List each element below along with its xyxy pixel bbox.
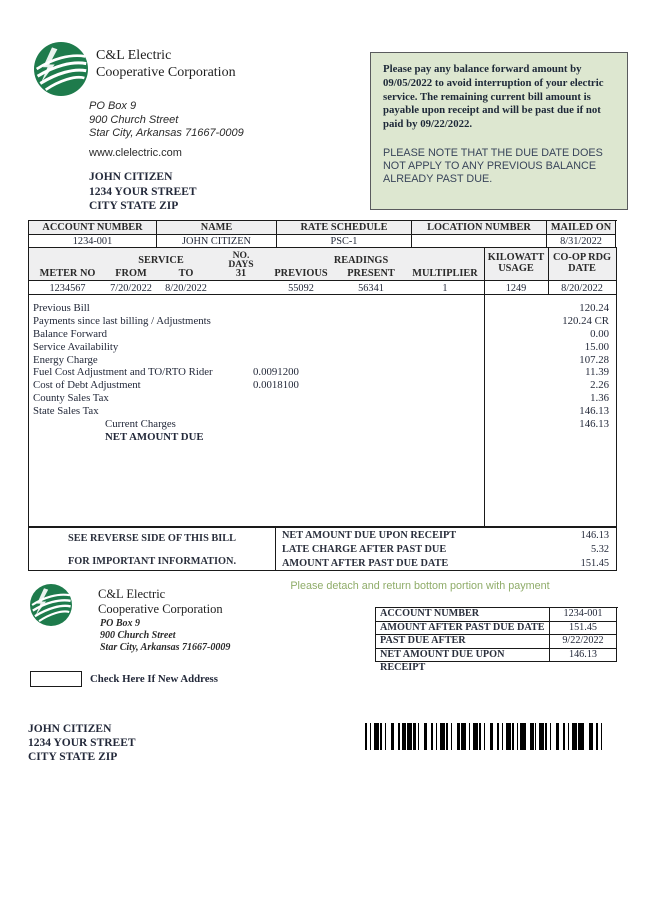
- company-name: [96, 47, 236, 81]
- company-address-line1: PO Box 9: [89, 100, 137, 112]
- stub-company-name-line1: C&L Electric: [98, 587, 166, 601]
- name-value: JOHN CITIZEN: [157, 235, 277, 249]
- charge-rate: [253, 354, 383, 367]
- charge-amount: 2.26: [590, 379, 609, 392]
- stub-summary-table: [375, 607, 618, 673]
- charge-label: Balance Forward: [33, 327, 108, 340]
- summary-amounts: [276, 529, 616, 570]
- stub-account-number-value: 1234-001: [550, 608, 617, 622]
- charge-rate: [253, 302, 383, 315]
- stub-net-amount-due-label: NET AMOUNT DUE UPON RECEIPT: [376, 649, 550, 663]
- company-name-line2: Cooperative Corporation: [96, 65, 236, 80]
- charge-amount: 120.24: [579, 302, 609, 314]
- stub-customer-street: 1234 YOUR STREET: [28, 737, 136, 749]
- charge-label: Payments since last billing / Adjustments: [33, 314, 211, 327]
- present-header: PRESENT: [347, 268, 395, 279]
- company-logo-icon: [34, 42, 88, 96]
- service-readings-table: [28, 247, 617, 295]
- charge-row: [29, 366, 616, 379]
- name-header: NAME: [157, 221, 277, 235]
- notice-paragraph-1: Please pay any balance forward amount by 09/05/2022 to avoid interruption of your electric service. The remaining current bill amount is payable upon receipt and will be past due if not paid by 09/22/2022.: [383, 63, 604, 131]
- company-name-line1: C&L Electric: [96, 48, 172, 63]
- readings-group-header: READINGS: [333, 255, 389, 266]
- charge-amount: 11.39: [585, 366, 609, 379]
- reverse-side-note-line1: SEE REVERSE SIDE OF THIS BILL: [68, 533, 236, 544]
- stub-address-line1: PO Box 9: [100, 618, 140, 629]
- payment-barcode: [365, 723, 602, 750]
- charge-amount: [383, 431, 616, 444]
- charge-label: Energy Charge: [33, 353, 98, 366]
- summary-box: [28, 527, 617, 571]
- charge-row: [29, 328, 616, 341]
- stub-company-address: [100, 618, 230, 654]
- charge-row: [29, 341, 616, 354]
- current-charges-row: [29, 418, 616, 431]
- net-amount-due-row: [29, 431, 616, 444]
- previous-header: PREVIOUS: [274, 268, 328, 279]
- kilowatt-usage-header-line1: KILOWATT: [487, 252, 545, 263]
- account-table: [28, 220, 617, 249]
- stub-amount-after-past-due-label: AMOUNT AFTER PAST DUE DATE: [376, 622, 550, 636]
- stub-account-number-label: ACCOUNT NUMBER: [376, 608, 550, 622]
- location-number-header: LOCATION NUMBER: [412, 221, 547, 235]
- previous-value: 55092: [288, 283, 314, 294]
- to-header: TO: [178, 268, 194, 279]
- multiplier-header: MULTIPLIER: [412, 268, 478, 279]
- from-header: FROM: [115, 268, 147, 279]
- detach-instruction: Please detach and return bottom portion with payment: [290, 580, 550, 592]
- charge-label: Cost of Debt Adjustment: [33, 379, 141, 392]
- payment-notice-box: [370, 52, 628, 210]
- charge-amount: 107.28: [579, 353, 609, 366]
- charge-rate: [253, 315, 383, 328]
- summary-amount: 151.45: [580, 557, 609, 569]
- charge-rate: [253, 392, 383, 405]
- stub-address-line3: Star City, Arkansas 71667-0009: [100, 642, 231, 653]
- charge-label: Current Charges: [105, 418, 176, 431]
- customer-street: 1234 YOUR STREET: [89, 185, 197, 198]
- kilowatt-usage-header-line2: USAGE: [498, 263, 534, 274]
- charge-rate: 0.0018100: [253, 379, 299, 392]
- coop-rdg-date-value: 8/20/2022: [561, 283, 603, 294]
- company-website: www.clelectric.com: [89, 147, 182, 159]
- charge-row: [29, 379, 616, 392]
- mailed-on-value: 8/31/2022: [547, 235, 616, 249]
- charge-label: State Sales Tax: [33, 405, 99, 418]
- summary-label: LATE CHARGE AFTER PAST DUE: [282, 543, 447, 555]
- new-address-checkbox[interactable]: [30, 671, 82, 687]
- charge-amount: 15.00: [584, 340, 609, 353]
- service-group-header: SERVICE: [138, 255, 184, 266]
- coop-rdg-date-header-line2: DATE: [568, 263, 596, 274]
- stub-company-name: [98, 587, 223, 617]
- charge-row: [29, 315, 616, 328]
- stub-company-name-line2: Cooperative Corporation: [98, 602, 223, 616]
- charge-label: Previous Bill: [33, 302, 90, 314]
- mailed-on-header: MAILED ON: [547, 221, 616, 235]
- to-value: 8/20/2022: [165, 283, 207, 294]
- stub-address-line2: 900 Church Street: [100, 630, 176, 641]
- charge-rate: [253, 431, 383, 444]
- account-number-header: ACCOUNT NUMBER: [29, 221, 157, 235]
- charge-row: [29, 405, 616, 418]
- stub-past-due-after-label: PAST DUE AFTER: [376, 635, 550, 649]
- from-value: 7/20/2022: [110, 283, 152, 294]
- reverse-side-note-line2: FOR IMPORTANT INFORMATION.: [67, 556, 237, 567]
- charges-box: [28, 295, 617, 527]
- charge-label: County Sales Tax: [33, 392, 109, 405]
- customer-address-top: [89, 170, 197, 214]
- stub-net-amount-due-value: 146.13: [550, 649, 617, 663]
- charge-rate: [253, 405, 383, 418]
- charge-row: [29, 302, 616, 315]
- charge-amount: 1.36: [590, 392, 609, 405]
- stub-past-due-after-value: 9/22/2022: [550, 635, 617, 649]
- summary-amount: 146.13: [580, 530, 609, 541]
- company-logo-icon-stub: [30, 584, 72, 626]
- summary-label: AMOUNT AFTER PAST DUE DATE: [282, 557, 449, 569]
- stub-customer-name: JOHN CITIZEN: [28, 723, 112, 735]
- no-days-header-line1: NO.: [232, 250, 250, 261]
- rate-schedule-value: PSC-1: [277, 235, 412, 249]
- company-address-line3: Star City, Arkansas 71667-0009: [89, 127, 244, 139]
- customer-name: JOHN CITIZEN: [89, 171, 173, 183]
- charge-amount: 0.00: [590, 327, 609, 340]
- charge-amount: 146.13: [579, 418, 609, 431]
- charge-rate: 0.0091200: [253, 366, 299, 379]
- summary-row: [276, 557, 616, 571]
- rate-schedule-header: RATE SCHEDULE: [277, 221, 412, 235]
- summary-row: [276, 543, 616, 557]
- charges-list: [29, 302, 616, 444]
- no-days-value: 31: [235, 268, 247, 279]
- kilowatt-usage-value: 1249: [505, 283, 527, 294]
- no-days-header-line2: DAYS: [228, 259, 254, 270]
- charge-row: [29, 354, 616, 367]
- reverse-side-note: [29, 528, 275, 570]
- charge-label: Service Availability: [33, 340, 119, 353]
- charge-rate: [253, 341, 383, 354]
- present-value: 56341: [358, 283, 384, 294]
- charge-amount: 120.24 CR: [562, 314, 609, 327]
- new-address-checkbox-label: Check Here If New Address: [90, 673, 218, 685]
- multiplier-value: 1: [442, 283, 448, 294]
- stub-amount-after-past-due-value: 151.45: [550, 622, 617, 636]
- company-address-line2: 900 Church Street: [89, 113, 179, 126]
- charge-amount: 146.13: [579, 405, 609, 418]
- meter-no-value: 1234567: [49, 283, 86, 294]
- charge-label: Fuel Cost Adjustment and TO/RTO Rider: [33, 366, 213, 379]
- charge-rate: [253, 418, 383, 431]
- customer-address-stub: [28, 722, 136, 764]
- company-address: [89, 100, 244, 141]
- summary-label: NET AMOUNT DUE UPON RECEIPT: [282, 530, 457, 541]
- meter-no-header: METER NO: [39, 268, 96, 279]
- customer-city: CITY STATE ZIP: [89, 200, 179, 212]
- summary-row: [276, 529, 616, 543]
- charge-label: NET AMOUNT DUE: [105, 430, 204, 443]
- coop-rdg-date-header-line1: CO-OP RDG: [552, 252, 612, 263]
- summary-amount: 5.32: [590, 543, 609, 555]
- stub-customer-city: CITY STATE ZIP: [28, 751, 118, 763]
- charge-row: [29, 392, 616, 405]
- account-number-value: 1234-001: [29, 235, 157, 249]
- notice-paragraph-2: PLEASE NOTE THAT THE DUE DATE DOES NOT APPLY TO ANY PREVIOUS BALANCE ALREADY PAST DUE.: [383, 146, 603, 186]
- charge-rate: [253, 328, 383, 341]
